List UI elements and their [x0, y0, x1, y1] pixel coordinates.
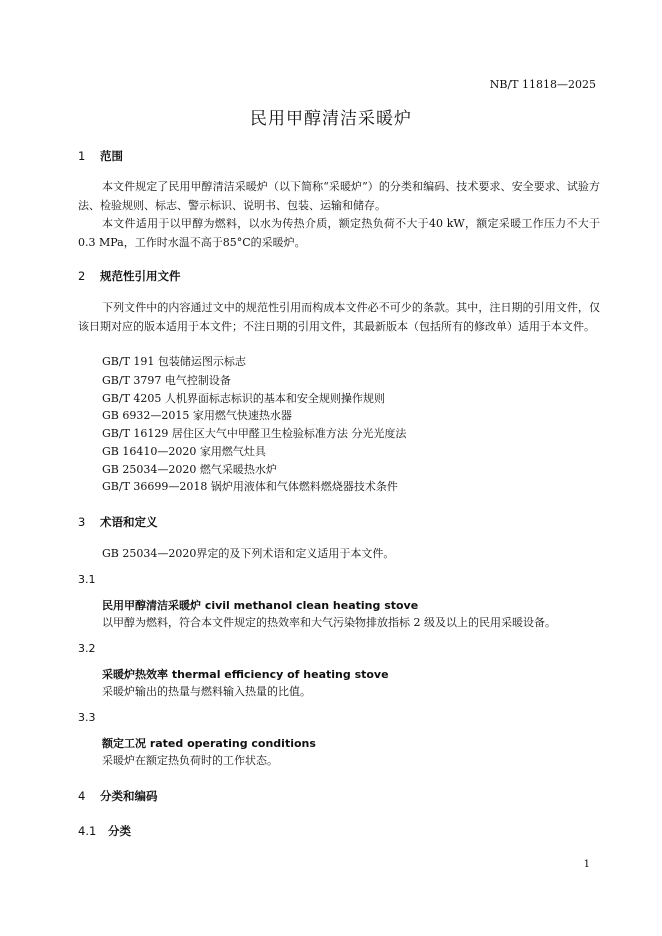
reference-item: GB/T 16129 居住区大气中甲醛卫生检验标准方法 分光光度法: [102, 427, 407, 440]
term-number: 3.3: [78, 711, 96, 724]
section-1-heading: [78, 148, 123, 164]
term-title: 额定工况 rated operating conditions: [102, 737, 316, 750]
term-title: 民用甲醇清洁采暖炉 civil methanol clean heating stove: [102, 599, 419, 612]
document-title: 民用甲醇清洁采暖炉: [250, 109, 412, 129]
section-3-intro: GB 25034—2020界定的及下列术语和定义适用于本文件。: [102, 547, 395, 560]
reference-item: GB/T 191 包装储运图示标志: [102, 355, 246, 368]
section-title: 规范性引用文件: [100, 269, 181, 283]
section-title: 范围: [100, 149, 123, 163]
section-number: 2: [78, 269, 86, 283]
term-number: 3.2: [78, 642, 96, 655]
section-number: 3: [78, 515, 86, 529]
section-4-heading: [78, 788, 158, 804]
reference-item: GB/T 4205 人机界面标志标识的基本和安全规则操作规则: [102, 392, 385, 405]
reference-item: GB/T 3797 电气控制设备: [102, 374, 231, 387]
section-number: 1: [78, 149, 86, 163]
term-definition: 采暖炉在额定热负荷时的工作状态。: [102, 754, 278, 767]
section-2-paragraph-1: 下列文件中的内容通过文中的规范性引用而构成本文件必不可少的条款。其中，注日期的引用文件，仅该日期对应的版本适用于本文件；不注日期的引用文件，其最新版本（包括所有的修改单）适用于本文件。: [78, 301, 600, 333]
term-definition: 以甲醇为燃料，符合本文件规定的热效率和大气污染物排放指标 2 级及以上的民用采暖设备。: [102, 616, 556, 629]
reference-item: GB 16410—2020 家用燃气灶具: [102, 445, 266, 458]
page-number: 1: [583, 859, 590, 870]
section-2-heading: [78, 268, 181, 284]
subsection-4-1-heading: [78, 823, 131, 839]
section-number: 4: [78, 789, 86, 803]
section-1-paragraph-2: 本文件适用于以甲醇为燃料，以水为传热介质，额定热负荷不大于40 kW，额定采暖工作压力不大于0.3 MPa，工作时水温不高于85°C的采暖炉。: [78, 217, 600, 249]
subsection-title: 分类: [108, 824, 131, 838]
section-3-heading: [78, 514, 158, 530]
term-definition: 采暖炉输出的热量与燃料输入热量的比值。: [102, 685, 311, 698]
reference-item: GB/T 36699—2018 锅炉用液体和气体燃料燃烧器技术条件: [102, 480, 398, 493]
term-title: 采暖炉热效率 thermal efficiency of heating stove: [102, 668, 389, 681]
reference-item: GB 6932—2015 家用燃气快速热水器: [102, 409, 292, 422]
section-1-paragraph-1: 本文件规定了民用甲醇清洁采暖炉（以下简称“采暖炉”）的分类和编码、技术要求、安全要求、试验方法、检验规则、标志、警示标识、说明书、包装、运输和储存。: [78, 180, 600, 212]
term-number: 3.1: [78, 573, 96, 586]
reference-item: GB 25034—2020 燃气采暖热水炉: [102, 463, 277, 476]
section-title: 术语和定义: [100, 515, 158, 529]
document-code: NB/T 11818—2025: [489, 78, 596, 91]
section-title: 分类和编码: [100, 789, 158, 803]
subsection-number: 4.1: [78, 824, 97, 838]
